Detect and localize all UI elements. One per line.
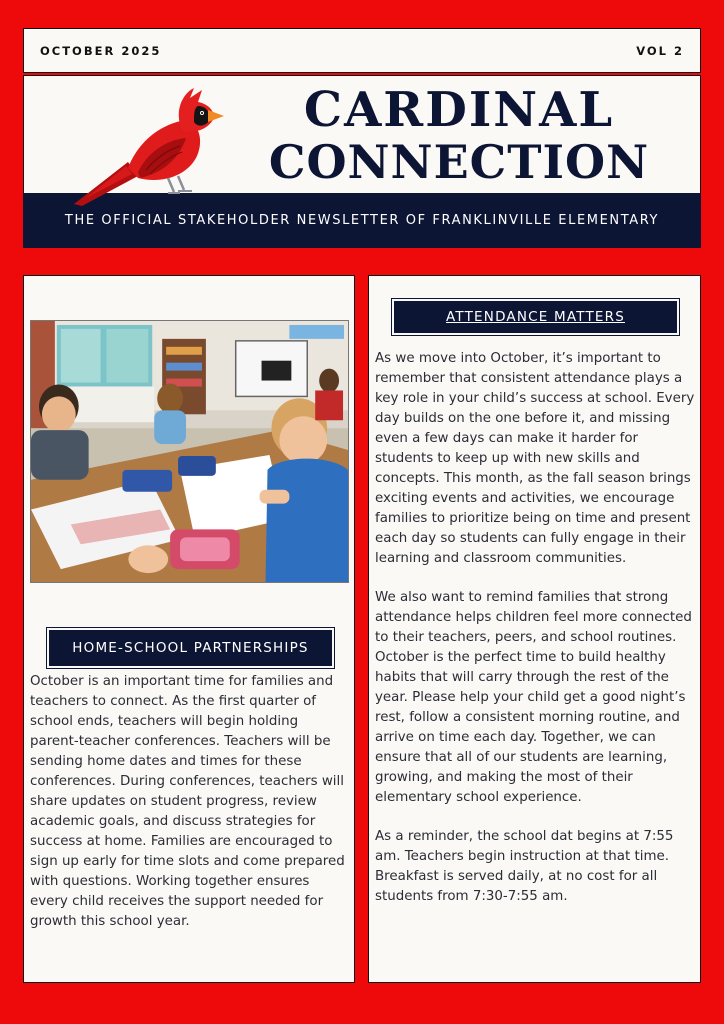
- attendance-paragraph-1: As we move into October, it’s important to remember that consistent attendance plays a key role in your child’s success at school. Every day builds on the one before it, and missing even a few days can make it harder for students to keep up with new skills and concepts. This month, as the fall season brings exciting events and activities, we encourage families to prioritize being on time and present each day so students can fully engage in their learning and classroom communities.: [375, 351, 695, 566]
- issue-volume: VOL 2: [636, 43, 684, 58]
- home-school-heading: HOME-SCHOOL PARTNERSHIPS: [49, 630, 332, 666]
- attendance-panel: [368, 275, 701, 983]
- attendance-body: [375, 349, 697, 926]
- newsletter-title: [229, 84, 689, 188]
- issue-date: OCTOBER 2025: [40, 43, 162, 58]
- title-line-2: CONNECTION: [268, 135, 650, 189]
- cardinal-bird-icon: [68, 80, 228, 210]
- classroom-photo: [30, 320, 349, 583]
- home-school-panel: [23, 275, 355, 983]
- top-bar: [23, 28, 701, 73]
- home-school-paragraph: October is an important time for families and teachers to connect. As the first quarter of school ends, teachers will begin holding parent-teacher conferences. Teachers will be sending home dates and times for these conferences. During conferences, teachers will share updates on student progress, review academic goals, and discuss strategies for success at home. Families are encouraged to sign up early for time slots and come prepared with questions. Working together ensures every child receives the support needed for growth this school year.: [30, 674, 345, 929]
- attendance-paragraph-2: We also want to remind families that strong attendance helps children feel more connected to their teachers, peers, and school routines. October is the perfect time to build healthy habits that will carry through the rest of the year. Please help your child get a good night’s rest, follow a consistent morning routine, and arrive on time each day. Together, we can ensure that all of our students are learning, growing, and making the most of their elementary school experience.: [375, 590, 692, 805]
- attendance-paragraph-3: As a reminder, the school dat begins at 7:55 am. Teachers begin instruction at that time. Breakfast is served daily, at no cost for all students from 7:30-7:55 am.: [375, 829, 674, 904]
- home-school-body: [30, 672, 348, 932]
- newsletter-subtitle: THE OFFICIAL STAKEHOLDER NEWSLETTER OF FRANKLINVILLE ELEMENTARY: [64, 213, 660, 228]
- attendance-heading: ATTENDANCE MATTERS: [394, 301, 677, 333]
- title-line-1: CARDINAL: [303, 82, 615, 138]
